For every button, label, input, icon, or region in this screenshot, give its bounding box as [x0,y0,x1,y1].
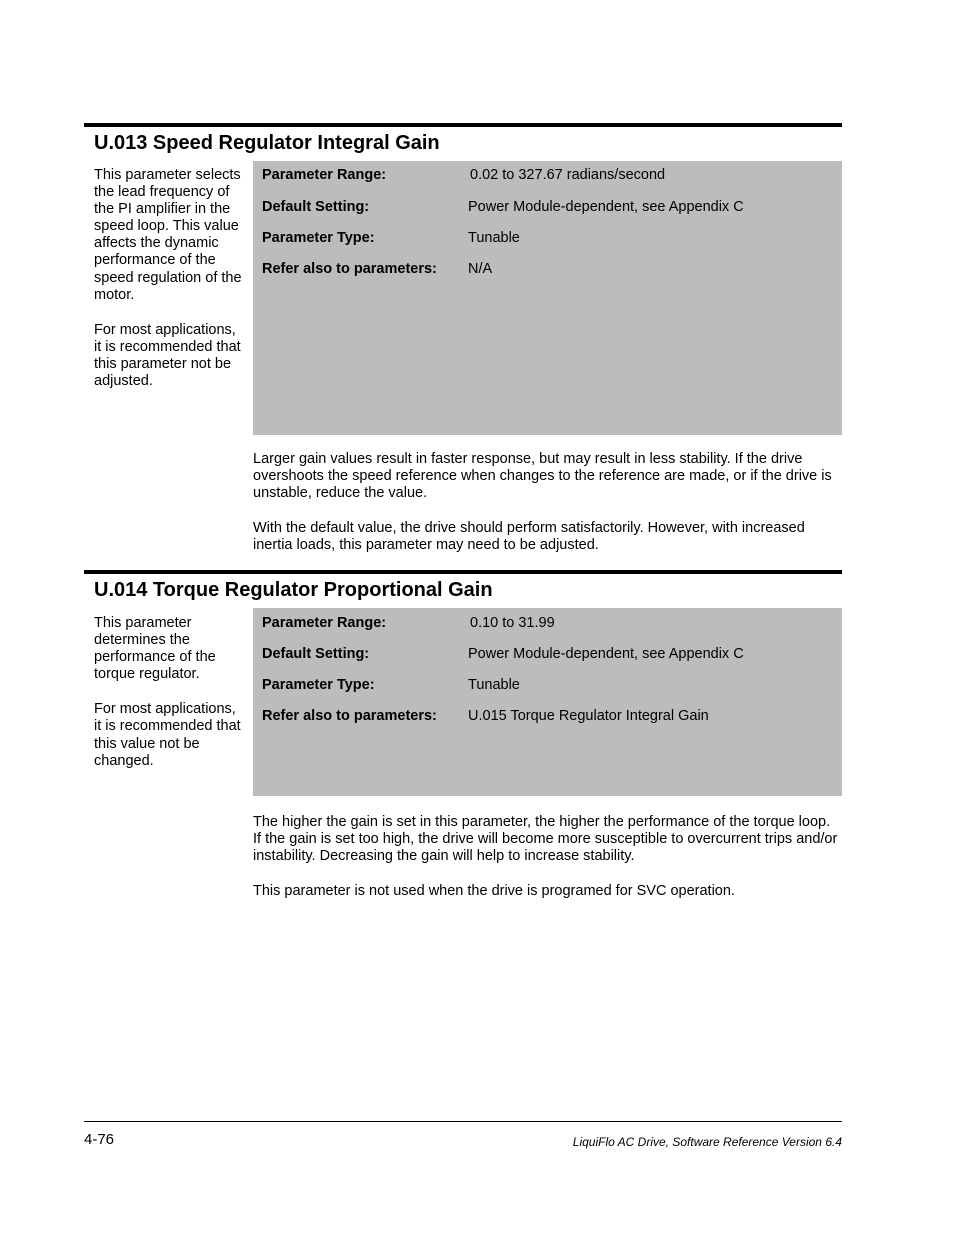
body-text [253,814,842,918]
parameter-box [253,161,842,435]
param-label: Parameter Range: [262,615,387,631]
section-rule [84,570,842,574]
footer-rule [84,1121,842,1122]
body-text [253,451,842,572]
sidebar-paragraph: This parameter determines the performance of the torque regulator. [94,615,216,683]
body-paragraph: With the default value, the drive should perform satisfactorily. However, with increased inertia loads, this parameter may need to be adjusted. [253,520,805,554]
section-title: U.014 Torque Regulator Proportional Gain [94,579,493,601]
section-title: U.013 Speed Regulator Integral Gain [94,132,440,154]
section-rule [84,123,842,127]
body-paragraph: This parameter is not used when the drive is programed for SVC operation. [253,883,735,900]
sidebar-description [94,167,246,408]
param-value: U.015 Torque Regulator Integral Gain [468,708,709,724]
param-value: 0.10 to 31.99 [470,615,555,631]
sidebar-paragraph: This parameter selects the lead frequency of the PI amplifier in the speed loop. This value affects the dynamic performance of the speed regulation of the motor. [94,167,242,303]
document-reference: LiquiFlo AC Drive, Software Reference Version 6.4 [572,1135,842,1149]
param-value: 0.02 to 327.67 radians/second [470,167,666,183]
param-label: Parameter Type: [262,677,375,693]
sidebar-paragraph: For most applications, it is recommended that this parameter not be adjusted. [94,321,241,390]
param-label: Default Setting: [262,199,370,215]
sidebar-paragraph: For most applications, it is recommended that this value not be changed. [94,701,241,769]
param-value: Tunable [468,230,520,246]
body-paragraph: The higher the gain is set in this parameter, the higher the performance of the torque loop. If the gain is set too high, the drive will become more susceptible to overcurrent trips and/or instability. Decreasing the gain will help to increase stability. [253,814,838,865]
param-label: Refer also to parameters: [262,261,437,277]
param-value: N/A [468,261,493,277]
param-label: Parameter Range: [262,167,387,183]
param-value: Power Module-dependent, see Appendix C [468,646,744,662]
sidebar-description [94,615,246,788]
param-value: Power Module-dependent, see Appendix C [468,199,744,215]
param-label: Refer also to parameters: [262,708,437,724]
section-u014 [84,570,842,900]
parameter-box [253,608,842,796]
section-u013 [84,123,842,554]
param-value: Tunable [468,677,520,693]
body-paragraph: Larger gain values result in faster response, but may result in less stability. If the drive overshoots the speed reference when changes to the reference are made, or if the drive is unstable, reduce the value. [253,451,832,502]
param-label: Parameter Type: [262,230,375,246]
param-label: Default Setting: [262,646,370,662]
page-number: 4-76 [84,1131,115,1148]
